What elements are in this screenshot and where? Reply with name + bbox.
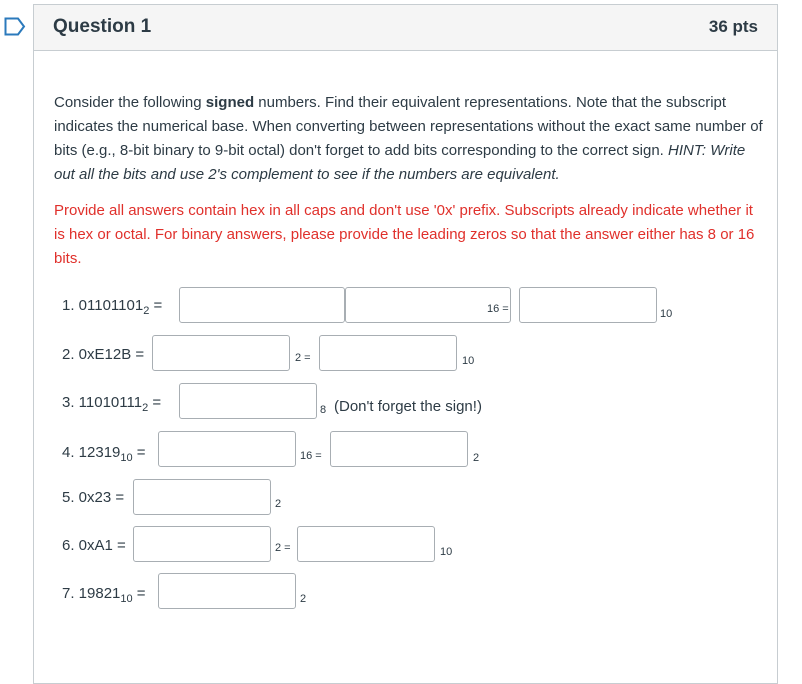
problem-4-base-2: 2	[473, 452, 480, 464]
problem-5-label: 5. 0x23 =	[62, 489, 125, 506]
problem-7-base-2: 2	[300, 593, 307, 605]
problem-6-binary-input[interactable]	[133, 526, 271, 562]
problem-1-base-10: 10	[660, 308, 673, 320]
problem-6-decimal-input[interactable]	[297, 526, 435, 562]
problem-7-label: 7. $19821_{10}$ =	[62, 585, 146, 605]
problem-3-label: 3. $11010111_2$ =	[62, 394, 162, 414]
problem-3-sign-note: (Don't forget the sign!)	[334, 398, 482, 415]
problem-6-label: 6. 0xA1 =	[62, 537, 126, 554]
problem-1-base-16: 16 =	[487, 303, 509, 315]
problem-1-decimal-input[interactable]	[519, 287, 657, 323]
question-points: 36 pts	[708, 17, 758, 36]
problem-7-binary-input[interactable]	[158, 573, 296, 609]
problem-2-decimal-input[interactable]	[319, 335, 457, 371]
problem-4-binary-input[interactable]	[330, 431, 468, 467]
bookmark-flag-icon[interactable]	[4, 17, 26, 36]
question-instructions	[54, 91, 766, 187]
question-title: Question 1	[53, 16, 152, 37]
problem-4-base-16: 16 =	[300, 450, 322, 462]
problem-5-base-2: 2	[275, 498, 282, 510]
problem-5-binary-input[interactable]	[133, 479, 271, 515]
instructions-bold: signed	[205, 94, 255, 111]
problem-4-hex-input[interactable]	[158, 431, 296, 467]
problem-4-label: 4. $12319_{10}$ =	[62, 444, 146, 464]
problem-2-base-10: 10	[462, 355, 475, 367]
problem-6-base-10: 10	[440, 546, 453, 558]
problem-1-label: 1. $01101101_2$ =	[62, 297, 163, 317]
problem-3-octal-input[interactable]	[179, 383, 317, 419]
problem-1-octal-input[interactable]	[179, 287, 345, 323]
question-panel	[33, 4, 778, 684]
problem-2-binary-input[interactable]	[152, 335, 290, 371]
instructions-text: Consider the following	[54, 94, 206, 111]
question-header	[34, 5, 777, 51]
problem-3-base-8: 8	[320, 404, 327, 416]
answer-format-note: Provide all answers contain hex in all caps and don't use '0x' prefix. Subscripts already indicate whether it is hex or octal. For binary answers, please provide the leading zeros so that the answer either has 8 or 16 bits.	[54, 202, 755, 267]
problem-2-base-2: 2 =	[295, 352, 311, 364]
problem-2-label: 2. 0xE12B =	[62, 346, 145, 363]
instructions-text-2: numbers. Find their equivalent representations. Note that the subscript indicates the numerical base. When converting between representations without the exact same number of bits (e.g., 8-bit binary to 9-bit octal) don't forget to add bits corresponding to the correct sign.	[54, 94, 763, 159]
instructions-hint: HINT: Write out all the bits and use 2's complement to see if the numbers are equivalent.	[54, 142, 746, 183]
problem-6-base-2: 2 =	[275, 542, 291, 554]
